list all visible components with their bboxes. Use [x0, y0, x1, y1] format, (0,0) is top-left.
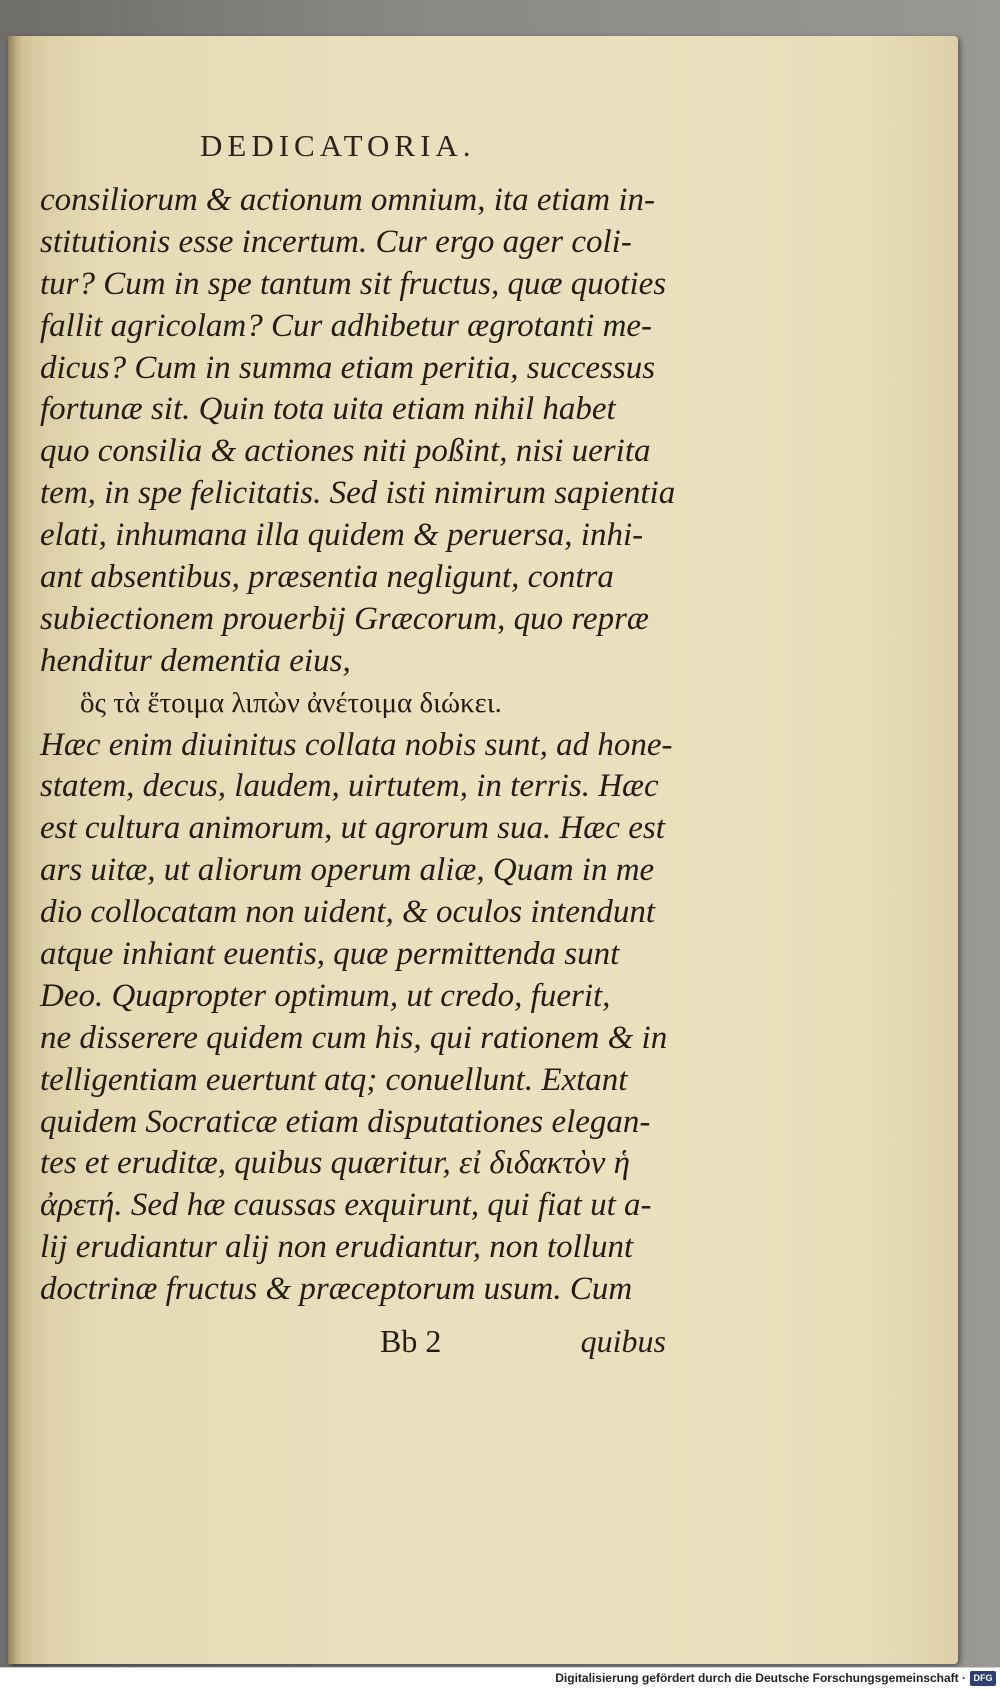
signature-mark: Bb 2	[380, 1323, 442, 1359]
text-line: atque inhiant euentis, quæ permittenda sunt	[40, 936, 620, 973]
text-line: ne disserere quidem cum his, qui rationem & in	[40, 1019, 668, 1056]
text-line: henditur dementia eius,	[40, 642, 351, 679]
text-line: fallit agricolam? Cur adhibetur ægrotanti me-	[40, 307, 653, 344]
text-line: statem, decus, laudem, uirtutem, in terris. Hæc	[40, 768, 659, 805]
text-line: quo consilia & actiones niti poßint, nisi uerita	[40, 433, 651, 470]
credit-bar	[0, 1667, 1000, 1690]
running-head: DEDICATORIA.	[200, 128, 476, 163]
credit-text: Digitalisierung gefördert durch die Deutsche Forschungsgemeinschaft ·	[555, 1671, 966, 1685]
text-line: est cultura animorum, ut agrorum sua. Hæc est	[40, 810, 665, 847]
text-line: dicus? Cum in summa etiam peritia, successus	[40, 349, 656, 386]
text-line: fortunæ sit. Quin tota uita etiam nihil habet	[40, 391, 616, 428]
dfg-logo: DFG	[970, 1671, 996, 1686]
text-line: dio collocatam non uident, & oculos intendunt	[40, 894, 656, 931]
text-line: ἀρετή. Sed hæ caussas exquirunt, qui fiat ut a-	[40, 1187, 652, 1224]
text-line: Hæc enim diuinitus collata nobis sunt, ad hone-	[40, 726, 673, 763]
text-line: tes et eruditæ, quibus quæritur, εἰ διδακτὸν ἡ	[40, 1145, 630, 1182]
text-line: subiectionem prouerbij Græcorum, quo repræ	[40, 600, 649, 637]
text-line: ant absentibus, præsentia negligunt, contra	[40, 559, 614, 596]
text-line: stitutionis esse incertum. Cur ergo ager coli-	[40, 223, 632, 260]
body-text	[40, 180, 680, 1311]
text-line: elati, inhumana illa quidem & peruersa, inhi-	[40, 517, 644, 554]
text-line: tem, in spe felicitatis. Sed isti nimirum sapientia	[40, 475, 676, 512]
text-line: quidem Socraticæ etiam disputationes elegan-	[40, 1103, 651, 1140]
text-line: Deo. Quapropter optimum, ut credo, fuerit,	[40, 977, 611, 1014]
text-line: doctrinæ fructus & præceptorum usum. Cum	[40, 1271, 633, 1308]
catchword: quibus	[580, 1323, 666, 1359]
greek-quotation-line: ὃς τὰ ἕτοιμα λιπὼν ἀνέτοιμα διώκει.	[80, 686, 502, 719]
text-line: ars uitæ, ut aliorum operum aliæ, Quam in me	[40, 852, 655, 889]
page-gutter-shadow	[8, 36, 22, 1664]
page-foot	[40, 1323, 680, 1367]
text-line: telligentiam euertunt atq; conuellunt. Extant	[40, 1061, 628, 1098]
text-line: lij erudiantur alij non erudiantur, non tollunt	[40, 1229, 634, 1266]
text-line: tur? Cum in spe tantum sit fructus, quæ quoties	[40, 265, 667, 302]
text-line: consiliorum & actionum omnium, ita etiam in-	[40, 182, 656, 218]
